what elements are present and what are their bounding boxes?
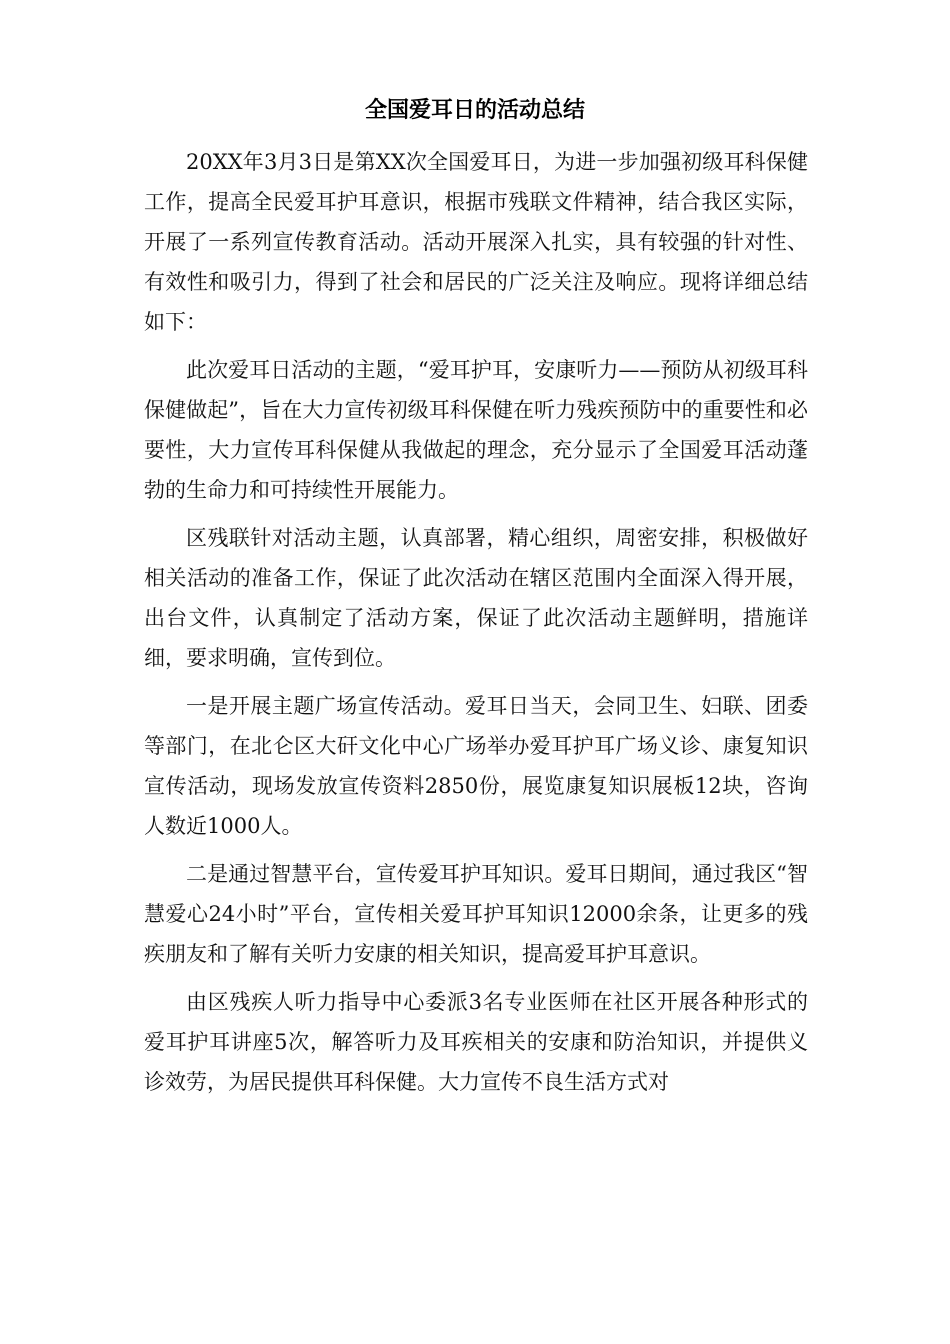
- paragraph-theme: 此次爱耳日活动的主题，“爱耳护耳，安康听力——预防从初级耳科保健做起”，旨在大力宣传初级耳科保健在听力残疾预防中的重要性和必要性，大力宣传耳科保健从我做起的理念，充分显示了全国爱耳活动蓬勃的生命力和可持续性开展能力。: [144, 358, 808, 502]
- paragraph-organization: 区残联针对活动主题，认真部署，精心组织，周密安排，积极做好相关活动的准备工作，保证了此次活动在辖区范围内全面深入得开展，出台文件，认真制定了活动方案，保证了此次活动主题鲜明，措施详细，要求明确，宣传到位。: [144, 526, 808, 670]
- document-body: [144, 142, 808, 1110]
- paragraph-lectures: 由区残疾人听力指导中心委派3名专业医师在社区开展各种形式的爱耳护耳讲座5次，解答听力及耳疾相关的安康和防治知识，并提供义诊效劳，为居民提供耳科保健。大力宣传不良生活方式对: [144, 990, 808, 1094]
- document-title: 全国爱耳日的活动总结: [364, 97, 585, 123]
- paragraph-smart-platform: 二是通过智慧平台，宣传爱耳护耳知识。爱耳日期间，通过我区“智慧爱心24小时”平台，宣传相关爱耳护耳知识12000余条，让更多的残疾朋友和了解有关听力安康的相关知识，提高爱耳护耳意识。: [144, 862, 808, 966]
- paragraph-intro: 20XX年3月3日是第XX次全国爱耳日，为进一步加强初级耳科保健工作，提高全民爱耳护耳意识，根据市残联文件精神，结合我区实际，开展了一系列宣传教育活动。活动开展深入扎实，具有较强的针对性、有效性和吸引力，得到了社会和居民的广泛关注及响应。现将详细总结如下：: [144, 150, 808, 334]
- paragraph-square-activity: 一是开展主题广场宣传活动。爱耳日当天，会同卫生、妇联、团委等部门，在北仑区大矸文化中心广场举办爱耳护耳广场义诊、康复知识宣传活动，现场发放宣传资料2850份，展览康复知识展板12块，咨询人数近1000人。: [144, 694, 808, 838]
